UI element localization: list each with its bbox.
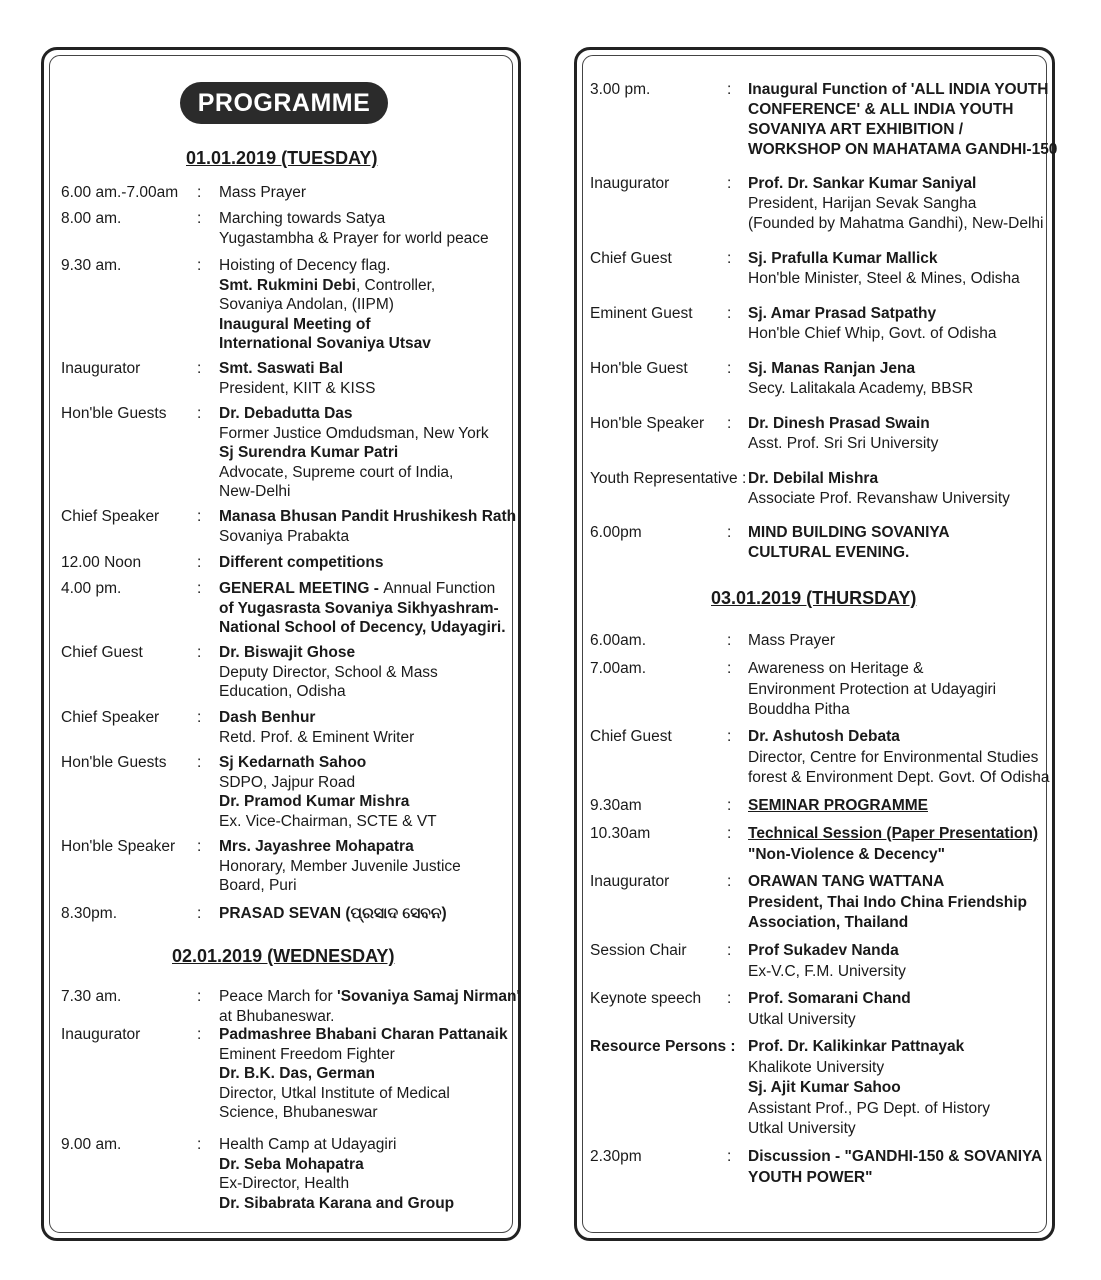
description-text: Technical Session (Paper Presentation) — [748, 825, 1038, 842]
description-line — [748, 489, 1010, 509]
schedule-description — [748, 249, 1020, 289]
description-text: Discussion - "GANDHI-150 & SOVANIYA — [748, 1148, 1043, 1165]
schedule-description — [748, 469, 1010, 509]
description-line — [219, 276, 435, 296]
day3-heading: 03.01.2019 (THURSDAY) — [711, 588, 917, 608]
schedule-description — [219, 904, 447, 924]
description-text: Utkal University — [748, 1120, 856, 1137]
description-text: "Non-Violence & Decency" — [748, 845, 946, 863]
schedule-colon: : — [727, 942, 732, 959]
schedule-colon: : — [727, 1148, 732, 1165]
description-text: International Sovaniya Utsav — [219, 335, 431, 352]
description-line — [219, 1045, 508, 1065]
description-text: Ex. Vice-Chairman, SCTE & VT — [219, 812, 437, 830]
schedule-time: Inaugurator — [590, 873, 670, 890]
schedule-time: 3.00 pm. — [590, 81, 651, 98]
schedule-description — [748, 824, 1038, 865]
description-line — [219, 618, 506, 638]
description-text: Associate Prof. Revanshaw University — [748, 490, 1010, 507]
description-text: Sj. Ajit Kumar Sahoo — [748, 1079, 901, 1096]
description-line — [219, 1103, 508, 1123]
schedule-colon: : — [197, 257, 202, 274]
description-line — [748, 214, 1044, 234]
schedule-colon: : — [197, 184, 202, 201]
description-text: Dr. B.K. Das, German — [219, 1065, 375, 1082]
description-line — [219, 507, 516, 527]
schedule-colon: : — [197, 905, 202, 922]
description-line — [219, 904, 447, 924]
description-line — [748, 1119, 990, 1140]
schedule-colon: : — [197, 360, 202, 377]
schedule-colon: : — [197, 554, 202, 571]
schedule-description — [219, 209, 489, 248]
schedule-time: 6.00am. — [590, 632, 647, 649]
schedule-time: Inaugurator — [61, 1026, 141, 1043]
schedule-colon: : — [727, 728, 732, 745]
schedule-colon: : — [727, 825, 732, 842]
description-text: Prof. Somarani Chand — [748, 990, 911, 1007]
description-text: Sj Surendra Kumar Patri — [219, 444, 399, 461]
description-text: SEMINAR PROGRAMME — [748, 797, 928, 814]
description-line — [748, 913, 1027, 934]
description-line — [748, 941, 906, 962]
description-text: (Founded by Mahatma Gandhi), New-Delhi — [748, 215, 1044, 232]
description-text: , Controller, — [355, 276, 436, 294]
description-text: of Yugasrasta Sovaniya Sikhyashram- — [219, 599, 499, 617]
description-line — [219, 553, 383, 573]
description-text: Prof. Dr. Kalikinkar Pattnayak — [748, 1038, 965, 1055]
description-line — [748, 194, 1044, 214]
schedule-description — [748, 174, 1044, 234]
schedule-colon: : — [727, 415, 732, 432]
schedule-description — [219, 579, 506, 638]
description-text: Sj. Manas Ranjan Jena — [748, 360, 916, 377]
schedule-colon: : — [727, 990, 732, 1007]
description-text: Sovaniya Prabakta — [219, 527, 350, 545]
description-text: 'Sovaniya Samaj Nirman' — [337, 988, 521, 1005]
schedule-description — [219, 643, 438, 702]
schedule-time: Session Chair — [590, 942, 687, 959]
description-text: Bouddha Pitha — [748, 701, 850, 718]
schedule-description — [219, 708, 414, 747]
description-text: President, Thai Indo China Friendship — [748, 893, 1028, 911]
description-line — [748, 543, 950, 563]
description-line — [748, 1010, 911, 1031]
schedule-time: 8.00 am. — [61, 210, 122, 227]
description-line — [219, 229, 489, 249]
description-line — [219, 792, 437, 812]
schedule-time: Chief Guest — [590, 728, 672, 745]
description-line — [748, 1099, 990, 1120]
schedule-time: 4.00 pm. — [61, 580, 122, 597]
description-text: MIND BUILDING SOVANIYA — [748, 524, 950, 541]
description-text: Marching towards Satya — [219, 210, 386, 227]
description-line — [748, 434, 938, 454]
schedule-time: 7.00am. — [590, 660, 647, 677]
schedule-time: Hon'ble Speaker — [61, 838, 176, 855]
description-line — [219, 359, 376, 379]
description-line — [219, 443, 489, 463]
description-line — [748, 100, 1057, 120]
description-text: National School of Decency, Udayagiri. — [219, 619, 506, 636]
description-text: Sj Kedarnath Sahoo — [219, 754, 367, 771]
description-text: Utkal University — [748, 1010, 856, 1028]
schedule-time: 10.30am — [590, 825, 651, 842]
schedule-description — [748, 414, 938, 454]
schedule-time: Hon'ble Guests — [61, 754, 167, 771]
description-text: Smt. Saswati Bal — [219, 360, 344, 377]
description-text: Science, Bhubaneswar — [219, 1104, 378, 1121]
schedule-time: Hon'ble Speaker — [590, 415, 705, 432]
description-text: Awareness on Heritage & — [748, 660, 924, 677]
description-line — [219, 579, 506, 599]
schedule-colon: : — [197, 210, 202, 227]
description-text: Ex-Director, Health — [219, 1175, 350, 1192]
description-line — [219, 1064, 508, 1084]
description-line — [748, 700, 996, 721]
description-line — [219, 708, 414, 728]
description-line — [219, 599, 506, 619]
description-line — [219, 183, 306, 203]
description-text: Peace March for — [219, 988, 338, 1005]
schedule-description — [219, 553, 383, 573]
description-text: Dr. Biswajit Ghose — [219, 644, 356, 661]
schedule-description — [219, 359, 376, 398]
description-text: Assistant Prof., PG Dept. of History — [748, 1099, 991, 1117]
description-line — [748, 659, 996, 680]
schedule-time: 6.00pm — [590, 524, 642, 541]
schedule-colon: : — [197, 508, 202, 525]
description-text: Hon'ble Chief Whip, Govt. of Odisha — [748, 325, 997, 342]
schedule-description — [219, 837, 461, 896]
description-text: Yugastambha & Prayer for world peace — [219, 229, 489, 247]
description-text: Mrs. Jayashree Mohapatra — [219, 838, 414, 855]
schedule-description — [748, 1037, 990, 1140]
schedule-description — [748, 631, 835, 652]
schedule-time: Youth Representative : — [590, 470, 747, 487]
description-line — [748, 727, 1050, 748]
description-text: Annual Function — [383, 580, 496, 597]
schedule-time: Inaugurator — [61, 360, 141, 377]
schedule-time: Chief Guest — [61, 644, 143, 661]
description-line — [748, 324, 997, 344]
description-text: Board, Puri — [219, 877, 297, 894]
description-line — [748, 140, 1057, 160]
schedule-description — [748, 941, 906, 982]
schedule-colon: : — [197, 580, 202, 597]
schedule-description — [219, 1135, 454, 1213]
description-line — [748, 414, 938, 434]
description-text: ORAWAN TANG WATTANA — [748, 873, 945, 890]
description-line — [219, 857, 461, 877]
description-text: Sj. Amar Prasad Satpathy — [748, 305, 937, 322]
description-text: Hoisting of Decency flag. — [219, 257, 391, 274]
description-text: Mass Prayer — [219, 184, 306, 201]
description-line — [748, 796, 928, 817]
schedule-colon: : — [197, 644, 202, 661]
day2-heading: 02.01.2019 (WEDNESDAY) — [172, 946, 395, 966]
description-line — [219, 1155, 454, 1175]
description-text: Dr. Sibabrata Karana and Group — [219, 1194, 455, 1212]
schedule-description — [748, 727, 1050, 789]
description-text: Education, Odisha — [219, 683, 346, 700]
description-text: Dash Benhur — [219, 709, 316, 726]
description-text: President, Harijan Sevak Sangha — [748, 195, 977, 212]
description-text: forest & Environment Dept. Govt. Of Odisha — [748, 769, 1050, 786]
schedule-time: 9.30 am. — [61, 257, 122, 274]
description-line — [748, 174, 1044, 194]
description-line — [219, 379, 376, 399]
schedule-description — [748, 304, 997, 344]
description-text: Manasa Bhusan Pandit Hrushikesh Rath — [219, 508, 517, 525]
description-line — [219, 682, 438, 702]
description-line — [748, 1168, 1042, 1189]
description-text: SDPO, Jajpur Road — [219, 773, 356, 791]
schedule-colon: : — [197, 1026, 202, 1043]
description-text: Advocate, Supreme court of India, — [219, 463, 454, 481]
description-text: Inaugural Function of 'ALL INDIA YOUTH — [748, 81, 1049, 98]
description-text: Dr. Pramod Kumar Mishra — [219, 793, 410, 810]
schedule-colon: : — [727, 660, 732, 677]
schedule-description — [219, 183, 306, 203]
description-text: Dr. Seba Mohapatra — [219, 1155, 364, 1173]
description-text: Retd. Prof. & Eminent Writer — [219, 728, 415, 746]
schedule-time: 9.30am — [590, 797, 642, 814]
schedule-colon: : — [197, 988, 202, 1005]
description-line — [748, 680, 996, 701]
schedule-description — [748, 796, 928, 817]
schedule-time: Resource Persons : — [590, 1038, 736, 1055]
schedule-time: Chief Guest — [590, 250, 672, 267]
description-line — [219, 812, 437, 832]
description-line — [748, 1058, 990, 1079]
description-text: Former Justice Omdudsman, New York — [219, 424, 489, 442]
description-line — [219, 1174, 454, 1194]
description-line — [748, 304, 997, 324]
description-text: Dr. Dinesh Prasad Swain — [748, 415, 930, 432]
description-text: Dr. Ashutosh Debata — [748, 728, 900, 745]
schedule-colon: : — [727, 81, 732, 98]
description-line — [748, 120, 1057, 140]
description-line — [219, 876, 461, 896]
description-text: Khalikote University — [748, 1058, 885, 1076]
description-line — [748, 269, 1020, 289]
description-line — [748, 768, 1050, 789]
schedule-description — [748, 989, 911, 1030]
schedule-colon: : — [197, 754, 202, 771]
description-text: Prof. Dr. Sankar Kumar Saniyal — [748, 175, 977, 192]
schedule-colon: : — [727, 873, 732, 890]
description-text: YOUTH POWER" — [748, 1168, 873, 1186]
description-line — [219, 256, 435, 276]
schedule-time: Hon'ble Guests — [61, 405, 167, 422]
description-text: Honorary, Member Juvenile Justice — [219, 857, 461, 875]
description-text: Environment Protection at Udayagiri — [748, 680, 997, 698]
description-text: Hon'ble Minister, Steel & Mines, Odisha — [748, 270, 1020, 287]
description-line — [219, 773, 437, 793]
day1-heading: 01.01.2019 (TUESDAY) — [186, 148, 378, 168]
description-line — [748, 359, 973, 379]
description-text: PRASAD SEVAN (ପ୍ରସାଦ ସେବନ) — [219, 905, 447, 922]
description-line — [748, 249, 1020, 269]
description-line — [219, 987, 520, 1007]
description-text: Health Camp at Udayagiri — [219, 1136, 397, 1153]
description-text: at Bhubaneswar. — [219, 1007, 335, 1025]
description-line — [219, 663, 438, 683]
description-text: Smt. Rukmini Debi — [219, 276, 356, 294]
description-line — [219, 1084, 508, 1104]
description-text: Dr. Debadutta Das — [219, 405, 353, 422]
description-line — [748, 469, 1010, 489]
description-line — [748, 1078, 990, 1099]
description-text: Sovaniya Andolan, (IIPM) — [219, 296, 394, 313]
description-line — [748, 824, 1038, 845]
schedule-colon: : — [727, 632, 732, 649]
description-line — [219, 753, 437, 773]
schedule-description — [748, 659, 996, 721]
description-line — [748, 1037, 990, 1058]
schedule-time: 6.00 am.-7.00am — [61, 184, 179, 201]
schedule-time: 12.00 Noon — [61, 554, 142, 571]
schedule-description — [219, 753, 437, 831]
schedule-time: 9.00 am. — [61, 1136, 122, 1153]
description-line — [219, 404, 489, 424]
schedule-colon: : — [727, 360, 732, 377]
schedule-time: 2.30pm — [590, 1148, 642, 1165]
description-line — [219, 482, 489, 502]
description-text: Ex-V.C, F.M. University — [748, 962, 906, 980]
description-text: Secy. Lalitakala Academy, BBSR — [748, 380, 974, 397]
description-line — [219, 837, 461, 857]
schedule-description — [748, 80, 1057, 160]
description-line — [219, 209, 489, 229]
description-line — [748, 1147, 1042, 1168]
description-text: Director, Centre for Environmental Studies — [748, 748, 1039, 766]
schedule-description — [219, 987, 520, 1026]
description-line — [219, 315, 435, 335]
description-line — [748, 893, 1027, 914]
description-line — [748, 379, 973, 399]
description-text: SOVANIYA ART EXHIBITION / — [748, 121, 964, 138]
description-text: Director, Utkal Institute of Medical — [219, 1084, 450, 1102]
schedule-colon: : — [727, 250, 732, 267]
description-text: Inaugural Meeting of — [219, 315, 371, 333]
schedule-time: 8.30pm. — [61, 905, 118, 922]
description-text: GENERAL MEETING - — [219, 580, 384, 597]
schedule-time: Hon'ble Guest — [590, 360, 688, 377]
description-text: Prof Sukadev Nanda — [748, 942, 899, 959]
schedule-description — [219, 404, 489, 502]
description-line — [219, 1025, 508, 1045]
description-text: President, KIIT & KISS — [219, 379, 376, 397]
schedule-description — [748, 359, 973, 399]
description-line — [748, 631, 835, 652]
description-text: WORKSHOP ON MAHATAMA GANDHI-150 — [748, 141, 1058, 158]
schedule-colon: : — [197, 838, 202, 855]
description-line — [748, 845, 1038, 866]
description-text: Dr. Debilal Mishra — [748, 470, 879, 487]
schedule-description — [219, 507, 516, 546]
description-line — [219, 728, 414, 748]
schedule-colon: : — [727, 305, 732, 322]
description-line — [219, 463, 489, 483]
schedule-description — [748, 523, 950, 563]
schedule-time: Inaugurator — [590, 175, 670, 192]
description-line — [219, 527, 516, 547]
description-line — [219, 1194, 454, 1214]
description-text: Different competitions — [219, 554, 384, 571]
description-text: Eminent Freedom Fighter — [219, 1045, 395, 1063]
description-line — [748, 962, 906, 983]
schedule-colon: : — [197, 709, 202, 726]
schedule-description — [748, 872, 1027, 934]
description-text: CULTURAL EVENING. — [748, 544, 910, 561]
description-line — [219, 424, 489, 444]
schedule-time: Keynote speech — [590, 990, 702, 1007]
schedule-time: 7.30 am. — [61, 988, 122, 1005]
schedule-colon: : — [727, 797, 732, 814]
description-text: Asst. Prof. Sri Sri University — [748, 435, 939, 452]
description-line — [748, 748, 1050, 769]
description-line — [219, 334, 435, 354]
description-text: Sj. Prafulla Kumar Mallick — [748, 250, 938, 267]
schedule-time: Eminent Guest — [590, 305, 693, 322]
schedule-description — [219, 256, 435, 354]
description-line — [748, 872, 1027, 893]
schedule-colon: : — [197, 405, 202, 422]
description-line — [219, 1007, 520, 1027]
description-text: Deputy Director, School & Mass — [219, 663, 438, 681]
programme-title: PROGRAMME — [180, 82, 388, 124]
description-text: New-Delhi — [219, 483, 291, 500]
schedule-colon: : — [727, 175, 732, 192]
schedule-colon: : — [197, 1136, 202, 1153]
description-text: Mass Prayer — [748, 632, 835, 649]
description-text: CONFERENCE' & ALL INDIA YOUTH — [748, 101, 1014, 118]
description-text: Padmashree Bhabani Charan Pattanaik — [219, 1026, 508, 1043]
description-line — [748, 80, 1057, 100]
description-line — [219, 1135, 454, 1155]
schedule-time: Chief Speaker — [61, 508, 160, 525]
description-text: Association, Thailand — [748, 914, 909, 931]
schedule-description — [219, 1025, 508, 1123]
description-line — [748, 989, 911, 1010]
description-line — [748, 523, 950, 543]
description-line — [219, 643, 438, 663]
schedule-colon: : — [727, 524, 732, 541]
description-line — [219, 295, 435, 315]
schedule-time: Chief Speaker — [61, 709, 160, 726]
schedule-description — [748, 1147, 1042, 1188]
